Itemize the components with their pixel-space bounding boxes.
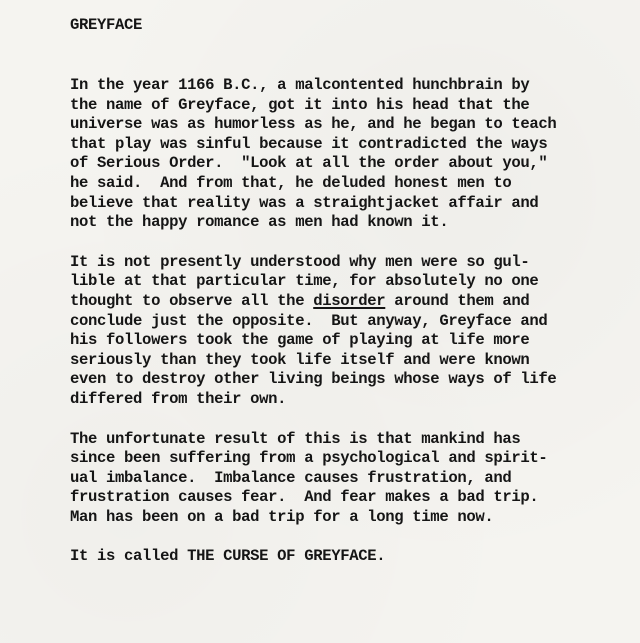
paragraph-line: universe was as humorless as he, and he began to teach bbox=[70, 115, 557, 134]
paragraph-line: ual imbalance. Imbalance causes frustration, and bbox=[70, 468, 512, 487]
paragraph-line bbox=[70, 292, 630, 312]
spacer bbox=[70, 527, 630, 547]
paragraph-1 bbox=[70, 76, 630, 233]
paragraph-line: not the happy romance as men had known it. bbox=[70, 213, 449, 232]
paragraph-line: seriously than they took life itself and were known bbox=[70, 350, 530, 369]
paragraph-2 bbox=[70, 253, 630, 410]
paragraph-line: Man has been on a bad trip for a long time now. bbox=[70, 507, 494, 526]
spacer bbox=[70, 40, 630, 76]
paragraph-line: even to destroy other living beings whose ways of life bbox=[70, 370, 557, 389]
underlined-word: disorder bbox=[313, 291, 386, 310]
spacer bbox=[70, 233, 630, 253]
paragraph-line: It is called THE CURSE OF GREYFACE. bbox=[70, 547, 386, 566]
line-prefix: thought to observe all the bbox=[70, 291, 314, 310]
paragraph-line: differed from their own. bbox=[70, 389, 287, 408]
paragraph-line: The unfortunate result of this is that mankind has bbox=[70, 429, 521, 448]
paragraph-line: conclude just the opposite. But anyway, Greyface and bbox=[70, 311, 548, 330]
document-title: GREYFACE bbox=[70, 16, 143, 34]
paragraph-line: his followers took the game of playing at life more bbox=[70, 331, 530, 350]
paragraph-line: the name of Greyface, got it into his head that the bbox=[70, 95, 530, 114]
paragraph-line: lible at that particular time, for absolutely no one bbox=[70, 272, 539, 291]
paragraph-3 bbox=[70, 430, 630, 528]
line-suffix: around them and bbox=[385, 291, 530, 310]
paragraph-line: believe that reality was a straightjacket affair and bbox=[70, 193, 539, 212]
paragraph-line: he said. And from that, he deluded honest men to bbox=[70, 173, 512, 192]
spacer bbox=[70, 410, 630, 430]
paragraph-line: since been suffering from a psychological and spirit- bbox=[70, 449, 548, 468]
document-body bbox=[70, 16, 630, 567]
paragraph-line: that play was sinful because it contradicted the ways bbox=[70, 134, 548, 153]
paragraph-4 bbox=[70, 547, 630, 567]
paragraph-line: In the year 1166 B.C., a malcontented hunchbrain by bbox=[70, 76, 530, 94]
paragraph-line: of Serious Order. "Look at all the order about you," bbox=[70, 154, 548, 173]
paragraph-line: It is not presently understood why men were so gul- bbox=[70, 252, 530, 271]
paragraph-line: frustration causes fear. And fear makes a bad trip. bbox=[70, 488, 539, 507]
